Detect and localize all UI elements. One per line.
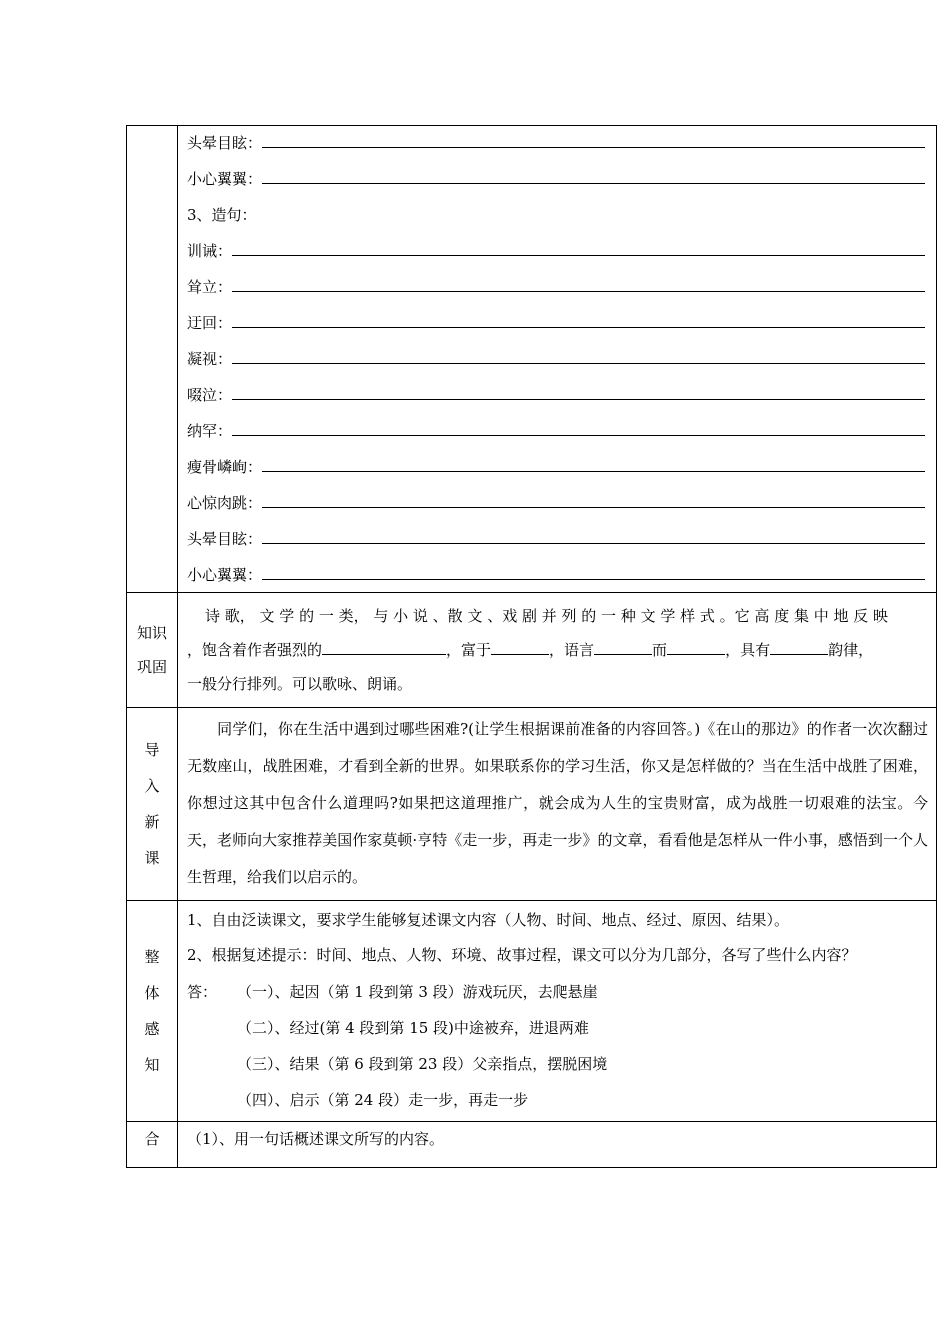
fill-row: 耸立： xyxy=(187,264,928,300)
summary-section xyxy=(127,1122,937,1168)
fill-row: 小心翼翼： xyxy=(187,156,928,192)
fill-row: 迂回： xyxy=(187,300,928,336)
fill-row: 头晕目眩： xyxy=(187,516,928,552)
fill-row: 啜泣： xyxy=(187,372,928,408)
summary-label: 合 xyxy=(127,1122,178,1168)
vocab-content xyxy=(178,126,937,593)
answer-line[interactable] xyxy=(232,399,925,400)
fill-row: 小心翼翼： xyxy=(187,552,928,588)
perception-section xyxy=(127,901,937,1122)
answer-line[interactable] xyxy=(262,507,925,508)
answer-line[interactable] xyxy=(232,327,925,328)
answer-blank[interactable] xyxy=(667,640,725,655)
answer-line[interactable] xyxy=(232,291,925,292)
knowledge-section xyxy=(127,593,937,708)
subheading: 3、造句： xyxy=(187,206,257,224)
perception-label: 整 体 感 知 xyxy=(127,901,178,1122)
intro-section xyxy=(127,708,937,901)
fill-row: 头晕目眩： xyxy=(187,126,928,156)
answer-line[interactable] xyxy=(232,255,925,256)
fill-row: 心惊肉跳： xyxy=(187,480,928,516)
answer-row: （二）、经过(第 4 段到第 15 段)中途被弃，进退两难 xyxy=(237,1018,589,1037)
perception-content xyxy=(178,901,937,1122)
answer-row: （四）、启示（第 24 段）走一步，再走一步 xyxy=(237,1090,529,1109)
fill-row: 凝视： xyxy=(187,336,928,372)
knowledge-content: 诗 歌， 文 学 的 一 类， 与 小 说 、散 文 、戏 剧 并 列 的 一 种 文 学 样 式 。它 高 度 集 中 地 反 映 ，饱含着作者强烈的 ，富于 ，语言 而 ，具有 韵律， 一般分行排列。可以歌咏、朗诵。 xyxy=(178,593,937,708)
answer-row: 答： （一）、起因（第 1 段到第 3 段）游戏玩厌，去爬悬崖 xyxy=(187,982,598,1001)
answer-blank[interactable] xyxy=(770,640,828,655)
fill-row: 训诫： xyxy=(187,228,928,264)
intro-text: 同学们，你在生活中遇到过哪些困难?(让学生根据课前准备的内容回答。)《在山的那边》的作者一次次翻过无数座山，战胜困难，才看到全新的世界。如果联系你的学习生活，你又是怎样做的？当在生活中战胜了困难，你想过这其中包含什么道理吗?如果把这道理推广，就会成为人生的宝贵财富，成为战胜一切艰难的法宝。今天，老师向大家推荐美国作家莫顿·亨特《走一步，再走一步》的文章，看看他是怎样从一件小事，感悟到一个人生哲理，给我们以启示的。 xyxy=(187,720,928,886)
answer-line[interactable] xyxy=(262,471,925,472)
intro-content xyxy=(178,708,937,901)
answer-row: （三）、结果（第 6 段到第 23 段）父亲指点，摆脱困境 xyxy=(237,1054,608,1073)
answer-line[interactable] xyxy=(262,183,925,184)
intro-label: 导 入 新 课 xyxy=(127,708,178,901)
summary-content: （1）、用一句话概述课文所写的内容。 xyxy=(178,1122,937,1168)
knowledge-label: 知识 巩固 xyxy=(127,593,178,708)
answer-line[interactable] xyxy=(232,435,925,436)
answer-blank[interactable] xyxy=(491,640,549,655)
answer-line[interactable] xyxy=(262,147,925,148)
list-item: 2、根据复述提示：时间、地点、人物、环境、故事过程，课文可以分为几部分，各写了些什么内容？ xyxy=(187,946,857,964)
vocab-label-cell xyxy=(127,126,178,593)
answer-blank[interactable] xyxy=(594,640,652,655)
fill-row: 瘦骨嶙峋： xyxy=(187,444,928,480)
answer-line[interactable] xyxy=(232,363,925,364)
list-item: 1、自由泛读课文，要求学生能够复述课文内容（人物、时间、地点、经过、原因、结果）。 xyxy=(187,910,790,929)
vocab-section xyxy=(127,126,937,593)
lesson-plan-table xyxy=(126,125,937,1168)
answer-line[interactable] xyxy=(262,543,925,544)
answer-blank[interactable] xyxy=(322,640,446,655)
answer-line[interactable] xyxy=(262,579,925,580)
fill-row: 纳罕： xyxy=(187,408,928,444)
